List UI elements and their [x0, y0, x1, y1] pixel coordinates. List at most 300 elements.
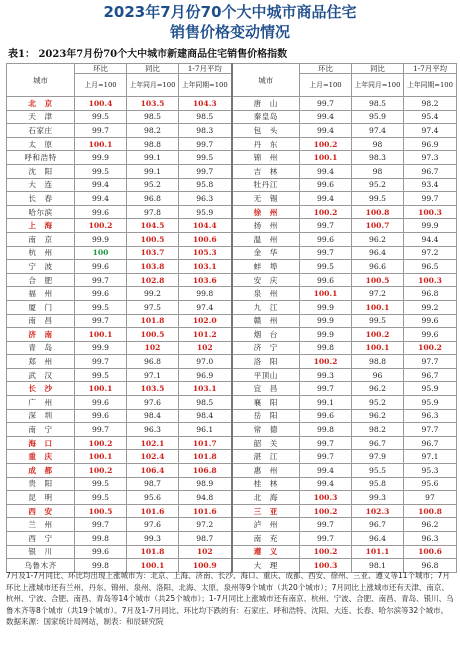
- right-ytd-cell: 96.8: [404, 287, 457, 301]
- table-row: [7, 260, 457, 274]
- left-ytd-cell: 102.0: [179, 314, 232, 328]
- header-mom-right: 环比: [300, 64, 352, 74]
- left-city-cell: 天 津: [7, 110, 75, 124]
- left-yoy-cell: 96.3: [127, 423, 179, 437]
- right-ytd-cell: 100.6: [404, 545, 457, 559]
- right-ytd-cell: 100.2: [404, 341, 457, 355]
- right-mom-cell: 99.4: [300, 477, 352, 491]
- right-yoy-cell: 96.7: [352, 518, 404, 532]
- table-row: [7, 409, 457, 423]
- right-yoy-cell: 98.2: [352, 423, 404, 437]
- right-city-cell: 泉 州: [232, 287, 300, 301]
- table-row: [7, 178, 457, 192]
- left-ytd-cell: 97.4: [179, 300, 232, 314]
- left-mom-cell: 99.6: [75, 545, 127, 559]
- right-ytd-cell: 97: [404, 491, 457, 505]
- right-mom-cell: 100.3: [300, 559, 352, 573]
- left-ytd-cell: 103.6: [179, 273, 232, 287]
- left-yoy-cell: 98.8: [127, 137, 179, 151]
- left-mom-cell: 99.4: [75, 178, 127, 192]
- left-mom-cell: 100.1: [75, 137, 127, 151]
- header-ytd-base-right: 上年同期=100: [404, 74, 457, 97]
- right-city-cell: 安 庆: [232, 273, 300, 287]
- header-yoy-base-right: 上年同月=100: [352, 74, 404, 97]
- table-row: [7, 273, 457, 287]
- right-city-cell: 秦皇岛: [232, 110, 300, 124]
- header-city-right: 城市: [232, 64, 300, 97]
- right-city-cell: 泸 州: [232, 518, 300, 532]
- left-city-cell: 宁 波: [7, 260, 75, 274]
- right-ytd-cell: 98.2: [404, 97, 457, 111]
- right-ytd-cell: 95.9: [404, 382, 457, 396]
- left-mom-cell: 99.7: [75, 355, 127, 369]
- left-mom-cell: 99.9: [75, 151, 127, 165]
- right-ytd-cell: 99.9: [404, 219, 457, 233]
- left-ytd-cell: 102: [179, 545, 232, 559]
- left-yoy-cell: 97.5: [127, 300, 179, 314]
- right-ytd-cell: 99.7: [404, 192, 457, 206]
- left-ytd-cell: 99.5: [179, 151, 232, 165]
- table-row: [7, 314, 457, 328]
- right-city-cell: 大 理: [232, 559, 300, 573]
- right-city-cell: 宜 昌: [232, 382, 300, 396]
- left-yoy-cell: 102.4: [127, 450, 179, 464]
- left-city-cell: 呼和浩特: [7, 151, 75, 165]
- right-city-cell: 湛 江: [232, 450, 300, 464]
- right-yoy-cell: 99.5: [352, 314, 404, 328]
- left-city-cell: 深 圳: [7, 409, 75, 423]
- right-ytd-cell: 100.3: [404, 273, 457, 287]
- right-yoy-cell: 96.2: [352, 382, 404, 396]
- right-yoy-cell: 100.1: [352, 341, 404, 355]
- right-ytd-cell: 95.6: [404, 477, 457, 491]
- left-ytd-cell: 98.9: [179, 477, 232, 491]
- right-mom-cell: 99.4: [300, 464, 352, 478]
- right-ytd-cell: 100.3: [404, 205, 457, 219]
- left-ytd-cell: 98.5: [179, 110, 232, 124]
- right-ytd-cell: 95.9: [404, 396, 457, 410]
- left-city-cell: 沈 阳: [7, 164, 75, 178]
- left-mom-cell: 100.1: [75, 382, 127, 396]
- table-row: [7, 423, 457, 437]
- left-yoy-cell: 99.1: [127, 164, 179, 178]
- left-mom-cell: 100.1: [75, 328, 127, 342]
- right-ytd-cell: 96.3: [404, 409, 457, 423]
- table-row: [7, 477, 457, 491]
- right-city-cell: 吉 林: [232, 164, 300, 178]
- left-city-cell: 合 肥: [7, 273, 75, 287]
- right-mom-cell: 100.3: [300, 491, 352, 505]
- left-mom-cell: 99.5: [75, 300, 127, 314]
- right-ytd-cell: 96.8: [404, 559, 457, 573]
- left-ytd-cell: 100.9: [179, 559, 232, 573]
- table-row: [7, 491, 457, 505]
- table-row: [7, 518, 457, 532]
- left-mom-cell: 99.5: [75, 110, 127, 124]
- right-city-cell: 锦 州: [232, 151, 300, 165]
- right-ytd-cell: 93.4: [404, 178, 457, 192]
- left-mom-cell: 99.7: [75, 314, 127, 328]
- right-yoy-cell: 98: [352, 137, 404, 151]
- right-mom-cell: 99.6: [300, 273, 352, 287]
- right-mom-cell: 99.7: [300, 382, 352, 396]
- right-yoy-cell: 96.2: [352, 409, 404, 423]
- left-ytd-cell: 104.3: [179, 97, 232, 111]
- left-city-cell: 银 川: [7, 545, 75, 559]
- table-row: [7, 341, 457, 355]
- left-city-cell: 南 京: [7, 232, 75, 246]
- left-yoy-cell: 96.8: [127, 355, 179, 369]
- header-mom-base-left: 上月=100: [75, 74, 127, 97]
- right-yoy-cell: 97.9: [352, 450, 404, 464]
- document-title-line1: 2023年7月份70个大中城市商品住宅: [103, 3, 357, 21]
- right-yoy-cell: 97.4: [352, 124, 404, 138]
- header-yoy-base-left: 上年同月=100: [127, 74, 179, 97]
- table-row: [7, 532, 457, 546]
- right-city-cell: 包 头: [232, 124, 300, 138]
- right-mom-cell: 100.2: [300, 205, 352, 219]
- table-row: [7, 164, 457, 178]
- right-city-cell: 金 华: [232, 246, 300, 260]
- right-yoy-cell: 95.5: [352, 464, 404, 478]
- left-mom-cell: 99.7: [75, 518, 127, 532]
- left-mom-cell: 100: [75, 246, 127, 260]
- document-title-line2: 销售价格变动情况: [169, 23, 290, 41]
- left-mom-cell: 99.6: [75, 396, 127, 410]
- left-ytd-cell: 96.9: [179, 368, 232, 382]
- right-mom-cell: 99.6: [300, 232, 352, 246]
- header-ytd-base-left: 上年同期=100: [179, 74, 232, 97]
- left-ytd-cell: 95.8: [179, 178, 232, 192]
- right-ytd-cell: 99.6: [404, 328, 457, 342]
- table-row: [7, 382, 457, 396]
- right-city-cell: 北 海: [232, 491, 300, 505]
- right-mom-cell: 99.9: [300, 314, 352, 328]
- right-city-cell: 温 州: [232, 232, 300, 246]
- right-yoy-cell: 101.1: [352, 545, 404, 559]
- left-city-cell: 昆 明: [7, 491, 75, 505]
- left-yoy-cell: 101.6: [127, 504, 179, 518]
- left-mom-cell: 100.2: [75, 436, 127, 450]
- left-ytd-cell: 104.4: [179, 219, 232, 233]
- right-yoy-cell: 96.6: [352, 260, 404, 274]
- right-ytd-cell: 97.2: [404, 246, 457, 260]
- right-city-cell: 平顶山: [232, 368, 300, 382]
- right-mom-cell: 99.3: [300, 368, 352, 382]
- right-ytd-cell: 95.4: [404, 110, 457, 124]
- left-city-cell: 厦 门: [7, 300, 75, 314]
- right-city-cell: 惠 州: [232, 464, 300, 478]
- left-city-cell: 乌鲁木齐: [7, 559, 75, 573]
- left-ytd-cell: 99.8: [179, 287, 232, 301]
- right-city-cell: 赣 州: [232, 314, 300, 328]
- right-mom-cell: 99.4: [300, 164, 352, 178]
- left-mom-cell: 99.6: [75, 260, 127, 274]
- right-yoy-cell: 96: [352, 368, 404, 382]
- left-ytd-cell: 103.1: [179, 382, 232, 396]
- table-row: [7, 151, 457, 165]
- left-yoy-cell: 102.1: [127, 436, 179, 450]
- left-city-cell: 石家庄: [7, 124, 75, 138]
- price-index-table: [6, 63, 457, 573]
- left-ytd-cell: 100.6: [179, 232, 232, 246]
- right-ytd-cell: 97.7: [404, 355, 457, 369]
- table-row: [7, 97, 457, 111]
- left-city-cell: 郑 州: [7, 355, 75, 369]
- left-ytd-cell: 98.3: [179, 124, 232, 138]
- table-row: [7, 545, 457, 559]
- right-ytd-cell: 96.3: [404, 532, 457, 546]
- header-yoy-left: 同比: [127, 64, 179, 74]
- header-ytd-left: 1-7月平均: [179, 64, 232, 74]
- table-row: [7, 436, 457, 450]
- right-city-cell: 襄 阳: [232, 396, 300, 410]
- left-city-cell: 太 原: [7, 137, 75, 151]
- right-mom-cell: 99.7: [300, 532, 352, 546]
- header-mom-left: 环比: [75, 64, 127, 74]
- left-mom-cell: 99.6: [75, 287, 127, 301]
- left-city-cell: 北 京: [7, 97, 75, 111]
- left-mom-cell: 100.1: [75, 450, 127, 464]
- left-city-cell: 贵 阳: [7, 477, 75, 491]
- left-ytd-cell: 97.0: [179, 355, 232, 369]
- right-mom-cell: 100.1: [300, 151, 352, 165]
- left-mom-cell: 99.7: [75, 124, 127, 138]
- right-mom-cell: 99.6: [300, 178, 352, 192]
- table-row: [7, 355, 457, 369]
- left-ytd-cell: 99.7: [179, 137, 232, 151]
- left-ytd-cell: 94.8: [179, 491, 232, 505]
- header-ytd-right: 1-7月平均: [404, 64, 457, 74]
- right-city-cell: 济 宁: [232, 341, 300, 355]
- right-city-cell: 扬 州: [232, 219, 300, 233]
- left-mom-cell: 99.9: [75, 232, 127, 246]
- left-mom-cell: 99.7: [75, 273, 127, 287]
- left-city-cell: 长 沙: [7, 382, 75, 396]
- left-yoy-cell: 101.8: [127, 545, 179, 559]
- right-mom-cell: 99.4: [300, 110, 352, 124]
- left-yoy-cell: 98.2: [127, 124, 179, 138]
- table-row: [7, 232, 457, 246]
- right-ytd-cell: 95.3: [404, 464, 457, 478]
- right-ytd-cell: 99.2: [404, 300, 457, 314]
- left-ytd-cell: 97.2: [179, 518, 232, 532]
- left-yoy-cell: 98.4: [127, 409, 179, 423]
- right-yoy-cell: 102.3: [352, 504, 404, 518]
- left-yoy-cell: 103.8: [127, 260, 179, 274]
- right-city-cell: 岳 阳: [232, 409, 300, 423]
- right-mom-cell: 99.7: [300, 246, 352, 260]
- table-row: [7, 219, 457, 233]
- left-mom-cell: 99.6: [75, 409, 127, 423]
- left-yoy-cell: 103.5: [127, 382, 179, 396]
- right-yoy-cell: 98.3: [352, 151, 404, 165]
- left-city-cell: 大 连: [7, 178, 75, 192]
- left-yoy-cell: 97.1: [127, 368, 179, 382]
- table-row: [7, 464, 457, 478]
- table-row: [7, 205, 457, 219]
- left-city-cell: 西 宁: [7, 532, 75, 546]
- right-ytd-cell: 96.7: [404, 164, 457, 178]
- left-yoy-cell: 95.2: [127, 178, 179, 192]
- right-mom-cell: 99.4: [300, 192, 352, 206]
- right-ytd-cell: 97.7: [404, 423, 457, 437]
- right-city-cell: 洛 阳: [232, 355, 300, 369]
- right-yoy-cell: 95.2: [352, 178, 404, 192]
- right-yoy-cell: 98: [352, 164, 404, 178]
- left-ytd-cell: 106.8: [179, 464, 232, 478]
- left-yoy-cell: 99.2: [127, 287, 179, 301]
- left-ytd-cell: 99.7: [179, 164, 232, 178]
- header-yoy-right: 同比: [352, 64, 404, 74]
- left-yoy-cell: 96.8: [127, 192, 179, 206]
- right-yoy-cell: 96.7: [352, 436, 404, 450]
- right-mom-cell: 100.1: [300, 287, 352, 301]
- left-ytd-cell: 95.9: [179, 205, 232, 219]
- right-mom-cell: 100.2: [300, 545, 352, 559]
- right-mom-cell: 99.9: [300, 328, 352, 342]
- right-yoy-cell: 98.8: [352, 355, 404, 369]
- right-mom-cell: 99.8: [300, 423, 352, 437]
- right-yoy-cell: 99.5: [352, 192, 404, 206]
- left-yoy-cell: 101.8: [127, 314, 179, 328]
- left-yoy-cell: 106.4: [127, 464, 179, 478]
- left-mom-cell: 100.5: [75, 504, 127, 518]
- right-mom-cell: 99.7: [300, 518, 352, 532]
- right-yoy-cell: 99.3: [352, 491, 404, 505]
- right-city-cell: 无 锡: [232, 192, 300, 206]
- right-mom-cell: 99.8: [300, 341, 352, 355]
- footnote-text: 7月及1-7月同比、环比均出现上涨城市为：北京、上海、济南、长沙、海口、重庆、成都、西安、徐州、三亚、遵义等11个城市；7月环比上涨城市还有兰州、丹东、锦州、泉州、洛阳、北海、太原、泉州等9个城市（共20个城市）；7月同比上涨城市还有天津、南京、杭州、宁波、合肥、南昌、青岛等14个城市（共25个城市）；1-7月同比上涨城市还有南京、杭州、宁波、合肥、南昌、青岛、银川、乌鲁木齐等8个城市（共19个城市）。7月及1-7月同比、环比均下跌的有：石家庄、呼和浩特、沈阳、大连、长春、哈尔滨等32个城市。数据来源：国家统计局网站，制表：和辰研究院: [6, 571, 454, 627]
- left-ytd-cell: 98.4: [179, 409, 232, 423]
- left-city-cell: 哈尔滨: [7, 205, 75, 219]
- right-ytd-cell: 94.4: [404, 232, 457, 246]
- right-mom-cell: 99.7: [300, 97, 352, 111]
- right-city-cell: 遵 义: [232, 545, 300, 559]
- header-mom-base-right: 上月=100: [300, 74, 352, 97]
- left-yoy-cell: 99.1: [127, 151, 179, 165]
- right-ytd-cell: 97.1: [404, 450, 457, 464]
- left-mom-cell: 99.4: [75, 192, 127, 206]
- left-city-cell: 青 岛: [7, 341, 75, 355]
- table-row: [7, 396, 457, 410]
- table-caption: 表1： 2023年7月份70个大中城市新建商品住宅销售价格指数: [8, 49, 288, 60]
- left-ytd-cell: 96.1: [179, 423, 232, 437]
- right-mom-cell: 99.5: [300, 260, 352, 274]
- left-yoy-cell: 95.6: [127, 491, 179, 505]
- right-mom-cell: 99.6: [300, 409, 352, 423]
- right-mom-cell: 99.1: [300, 396, 352, 410]
- left-city-cell: 武 汉: [7, 368, 75, 382]
- right-mom-cell: 99.9: [300, 300, 352, 314]
- left-yoy-cell: 98.7: [127, 477, 179, 491]
- right-city-cell: 蚌 埠: [232, 260, 300, 274]
- right-yoy-cell: 96.2: [352, 232, 404, 246]
- left-city-cell: 重 庆: [7, 450, 75, 464]
- right-ytd-cell: 96.9: [404, 137, 457, 151]
- table-row: [7, 110, 457, 124]
- right-yoy-cell: 100.5: [352, 273, 404, 287]
- left-ytd-cell: 105.3: [179, 246, 232, 260]
- right-ytd-cell: 96.7: [404, 368, 457, 382]
- left-ytd-cell: 101.2: [179, 328, 232, 342]
- left-ytd-cell: 96.3: [179, 192, 232, 206]
- left-yoy-cell: 102.8: [127, 273, 179, 287]
- left-city-cell: 广 州: [7, 396, 75, 410]
- table-row: [7, 504, 457, 518]
- left-mom-cell: 99.6: [75, 205, 127, 219]
- left-mom-cell: 99.5: [75, 368, 127, 382]
- left-yoy-cell: 100.1: [127, 559, 179, 573]
- left-city-cell: 兰 州: [7, 518, 75, 532]
- right-yoy-cell: 97.2: [352, 287, 404, 301]
- left-mom-cell: 99.7: [75, 423, 127, 437]
- left-yoy-cell: 97.6: [127, 518, 179, 532]
- left-mom-cell: 99.8: [75, 532, 127, 546]
- left-yoy-cell: 100.5: [127, 328, 179, 342]
- left-ytd-cell: 101.8: [179, 450, 232, 464]
- header-row-1: [7, 64, 457, 74]
- table-body: [7, 64, 457, 573]
- right-yoy-cell: 100.8: [352, 205, 404, 219]
- right-mom-cell: 99.7: [300, 436, 352, 450]
- right-yoy-cell: 98.1: [352, 559, 404, 573]
- left-mom-cell: 100.4: [75, 97, 127, 111]
- right-city-cell: 九 江: [232, 300, 300, 314]
- right-yoy-cell: 95.9: [352, 110, 404, 124]
- right-mom-cell: 99.4: [300, 124, 352, 138]
- right-ytd-cell: 96.2: [404, 518, 457, 532]
- right-ytd-cell: 96.7: [404, 436, 457, 450]
- left-yoy-cell: 104.5: [127, 219, 179, 233]
- left-ytd-cell: 98.7: [179, 532, 232, 546]
- left-mom-cell: 100.2: [75, 464, 127, 478]
- right-city-cell: 徐 州: [232, 205, 300, 219]
- table-row: [7, 124, 457, 138]
- left-mom-cell: 99.9: [75, 341, 127, 355]
- left-city-cell: 成 都: [7, 464, 75, 478]
- right-yoy-cell: 96.4: [352, 246, 404, 260]
- right-city-cell: 常 德: [232, 423, 300, 437]
- left-ytd-cell: 101.6: [179, 504, 232, 518]
- right-mom-cell: 99.7: [300, 450, 352, 464]
- table-row: [7, 137, 457, 151]
- left-city-cell: 济 南: [7, 328, 75, 342]
- right-city-cell: 南 充: [232, 532, 300, 546]
- table-row: [7, 368, 457, 382]
- right-city-cell: 烟 台: [232, 328, 300, 342]
- right-city-cell: 三 亚: [232, 504, 300, 518]
- right-mom-cell: 100.2: [300, 504, 352, 518]
- left-yoy-cell: 97.8: [127, 205, 179, 219]
- right-ytd-cell: 97.3: [404, 151, 457, 165]
- right-mom-cell: 100.2: [300, 137, 352, 151]
- left-city-cell: 南 昌: [7, 314, 75, 328]
- table-row: [7, 450, 457, 464]
- right-ytd-cell: 99.6: [404, 314, 457, 328]
- left-yoy-cell: 98.5: [127, 110, 179, 124]
- left-mom-cell: 99.5: [75, 491, 127, 505]
- left-mom-cell: 99.5: [75, 477, 127, 491]
- right-ytd-cell: 97.4: [404, 124, 457, 138]
- right-ytd-cell: 96.5: [404, 260, 457, 274]
- left-yoy-cell: 102: [127, 341, 179, 355]
- table-row: [7, 192, 457, 206]
- right-mom-cell: 100.2: [300, 355, 352, 369]
- left-yoy-cell: 103.7: [127, 246, 179, 260]
- right-yoy-cell: 95.2: [352, 396, 404, 410]
- right-yoy-cell: 95.8: [352, 477, 404, 491]
